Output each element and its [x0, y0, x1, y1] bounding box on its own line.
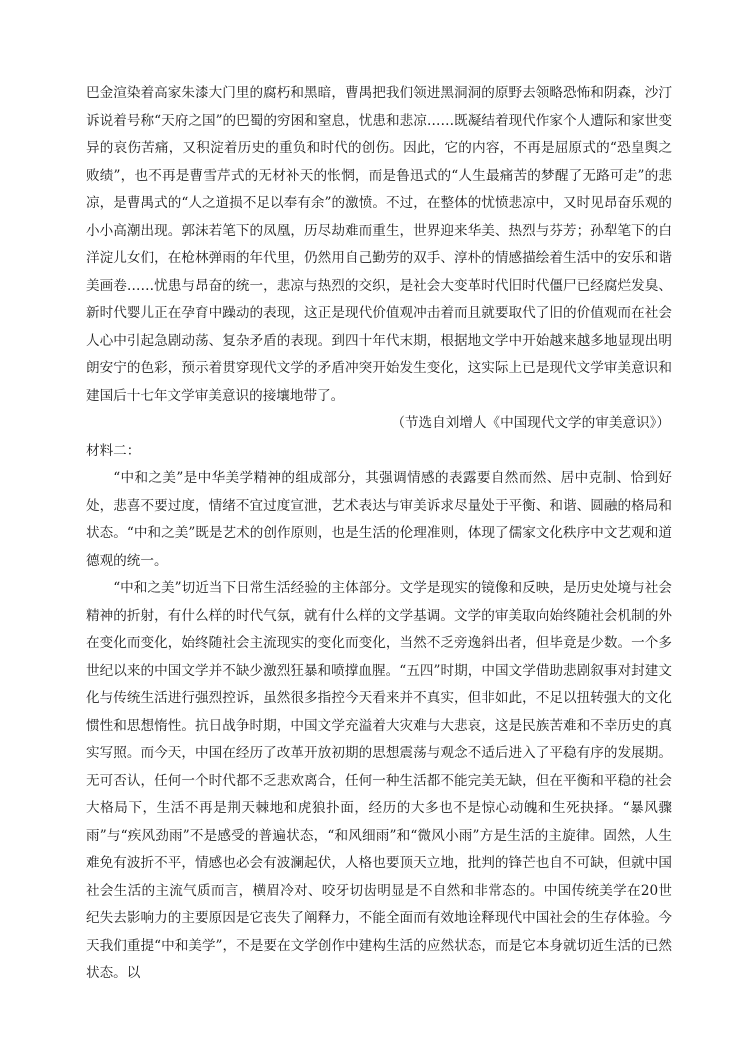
material-two-heading: 材料二： [86, 442, 141, 459]
paragraph-material-one-ending: 巴金渲染着高家朱漆大门里的腐朽和黑暗，曹禺把我们领进黑洞洞的原野去领略恐怖和阴森，沙汀诉说着号称“天府之国”的巴蜀的穷困和窒息，忧患和悲凉……既凝结着现代作家个人遭际和家世变异的哀伤苦痛，又积淀着历史的重负和时代的创伤。因此，它的内容，不再是屈原式的“恐皇舆之败绩”，也不再是曹雪芹式的无材补天的怅惘，而是鲁迅式的“人生最痛苦的梦醒了无路可走”的悲凉，是曹禺式的“人之道损不足以奉有余”的激愤。不过，在整体的忧愤悲凉中，又时见昂奋乐观的小小高潮出现。郭沫若笔下的凤凰，历尽劫难而重生，世界迎来华美、热烈与芬芳；孙犁笔下的白洋淀儿女们，在枪林弹雨的年代里，仍然用自己勤劳的双手、淳朴的情感描绘着生活中的安乐和谐美画卷……忧患与昂奋的统一，悲凉与热烈的交织，是社会大变革时代旧时代僵尸已经腐烂发臭、新时代婴儿正在孕育中躁动的表现，这正是现代价值观冲击着而且就要取代了旧的价值观而在社会人心中引起急剧动荡、复杂矛盾的表现。到四十年代末期，根据地文学中开始越来越多地显现出明朗安宁的色彩，预示着贯穿现代文学的矛盾冲突开始发生变化，这实际上已是现代文学审美意识和建国后十七年文学审美意识的接壤地带了。 [86, 85, 672, 404]
source-citation: （节选自刘增人《中国现代文学的审美意识》） [391, 415, 670, 431]
paragraph-zhonghe-definition: “中和之美”是中华美学精神的组成部分，其强调情感的表露要自然而然、居中克制、恰到好处，悲喜不要过度，情绪不宜过度宣泄，艺术表达与审美诉求尽量处于平衡、和谐、圆融的格局和状态。“中和之美”既是艺术的创作原则，也是生活的伦理准则，体现了儒家文化秩序中文艺观和道德观的统一。 [86, 470, 672, 569]
paragraph-zhonghe-daily-life: “中和之美”切近当下日常生活经验的主体部分。文学是现实的镜像和反映，是历史处境与社会精神的折射，有什么样的时代气氛，就有什么样的文学基调。文学的审美取向始终随社会机制的外在变化而变化，始终随社会主流现实的变化而变化，当然不乏旁逸斜出者，但毕竟是少数。一个多世纪以来的中国文学并不缺少激烈狂暴和喷撑血腥。“五四”时期，中国文学借助悲剧叙事对封建文化与传统生活进行强烈控诉，虽然很多指控今天看来并不真实，但非如此，不足以扭转强大的文化惯性和思想惰性。抗日战争时期，中国文学充溢着大灾难与大悲哀，这是民族苦难和不幸历史的真实写照。而今天，中国在经历了改革开放初期的思想震荡与观念不适后进入了平稳有序的发展期。无可否认，任何一个时代都不乏悲欢离合，任何一种生活都不能完美无缺，但在平衡和平稳的社会大格局下，生活不再是荆天棘地和虎狼扑面，经历的大多也不是惊心动魄和生死抉择。“暴风骤雨”与“疾风劲雨”不是感受的普遍状态，“和风细雨”和“微风小雨”方是生活的主旋律。固然，人生难免有波折不平，情感也必会有波澜起伏，人格也要顶天立地，批判的锋芒也自不可缺，但就中国社会生活的主流气质而言，横眉冷对、咬牙切齿明显是不自然和非常态的。中国传统美学在20世纪失去影响力的主要原因是它丧失了阐释力，不能全面而有效地诠释现代中国社会的生存体验。今天我们重提“中和美学”，不是要在文学创作中建构生活的应然状态，而是它本身就切近生活的已然状态。以 [86, 580, 672, 981]
document-page [86, 80, 672, 988]
